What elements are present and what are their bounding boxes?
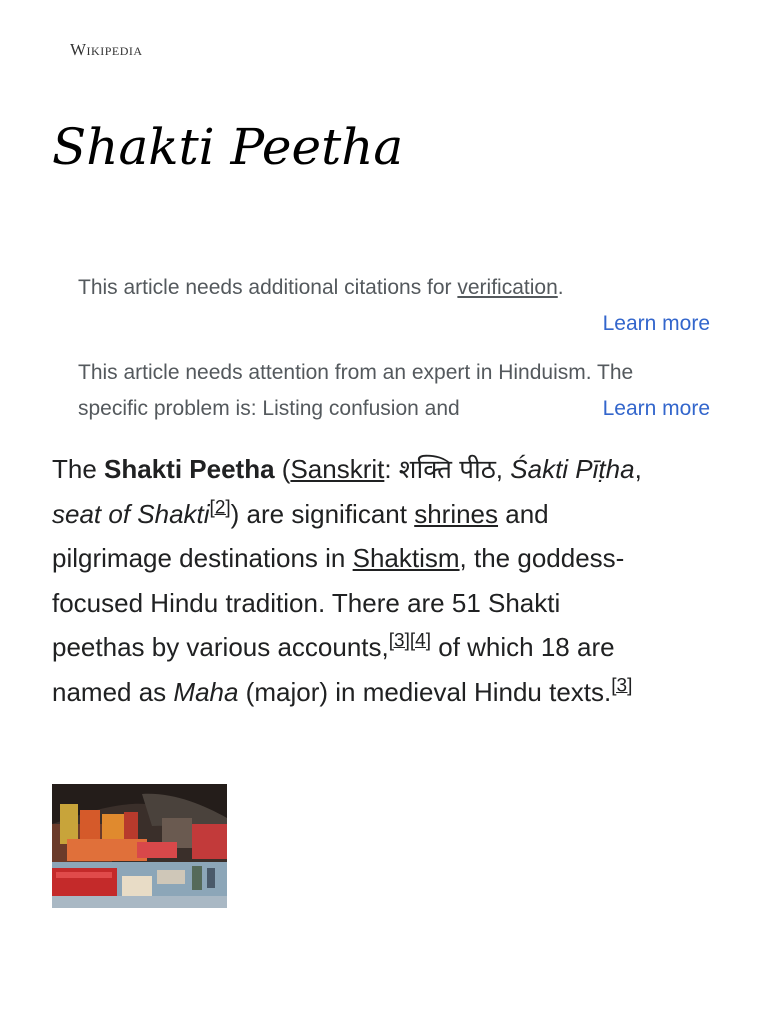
lead-text: ) are significant (230, 498, 415, 529)
ref-2-link[interactable]: [2] (209, 496, 231, 518)
lead-term: Shakti Peetha (104, 454, 275, 484)
wikipedia-wordmark[interactable]: Wikipedia (70, 40, 143, 59)
citation-notice-text (78, 270, 698, 306)
lead-text: , (634, 454, 642, 484)
lead-text: , the goddess- (459, 543, 625, 573)
expert-notice (52, 355, 712, 427)
lead-line-3 (52, 536, 712, 581)
learn-more-citations-link[interactable]: Learn more (602, 312, 710, 335)
expert-notice-line1: This article needs attention from an expert in Hinduism. The (78, 361, 634, 384)
notice-text-after: . (557, 276, 564, 299)
ref-3b-link[interactable]: [3] (611, 674, 633, 696)
ref-3a[interactable] (389, 630, 410, 651)
gloss: seat of Shakti (52, 498, 210, 529)
transliteration: Śakti Pīṭha (510, 454, 635, 484)
shrine-photo-illustration (52, 784, 227, 908)
shrines-link[interactable]: shrines (414, 498, 499, 529)
lead-text: peethas by various accounts, (52, 632, 389, 662)
lead-line-6 (52, 670, 712, 715)
ref-4[interactable] (410, 630, 431, 651)
ref-3a-link[interactable]: [3] (388, 630, 410, 652)
sanskrit-link[interactable]: Sanskrit (290, 454, 385, 484)
shrine-thumbnail-image[interactable] (52, 784, 227, 908)
ref-3b[interactable] (611, 675, 632, 696)
maha-term: Maha (173, 676, 239, 707)
verification-link[interactable]: verification (457, 276, 558, 299)
page-title: Shakti Peetha (52, 118, 404, 176)
lead-text: named as (52, 676, 174, 707)
lead-text: of which 18 are (431, 632, 615, 662)
lead-paragraph (52, 447, 712, 714)
ref-4-link[interactable]: [4] (409, 630, 432, 652)
lead-line-5 (52, 625, 712, 670)
notice-text-before: This article needs additional citations for (78, 276, 458, 299)
lead-line-1 (52, 447, 712, 492)
citation-notice (52, 270, 712, 342)
lead-text: : शक्ति पीठ, (384, 454, 511, 484)
lead-text: The (52, 454, 105, 484)
lead-line-2 (52, 492, 712, 537)
lead-line-4: focused Hindu tradition. There are 51 Shakti (52, 587, 561, 618)
lead-text: (major) in medieval Hindu texts. (238, 676, 612, 707)
lead-text: pilgrimage destinations in (52, 543, 353, 573)
lead-text: ( (274, 454, 291, 484)
lead-text: and (498, 498, 549, 529)
learn-more-expert-link[interactable]: Learn more (602, 397, 710, 420)
ref-2[interactable] (210, 497, 231, 518)
expert-notice-line2: specific problem is: Listing confusion and (78, 397, 460, 420)
shaktism-link[interactable]: Shaktism (352, 543, 460, 573)
